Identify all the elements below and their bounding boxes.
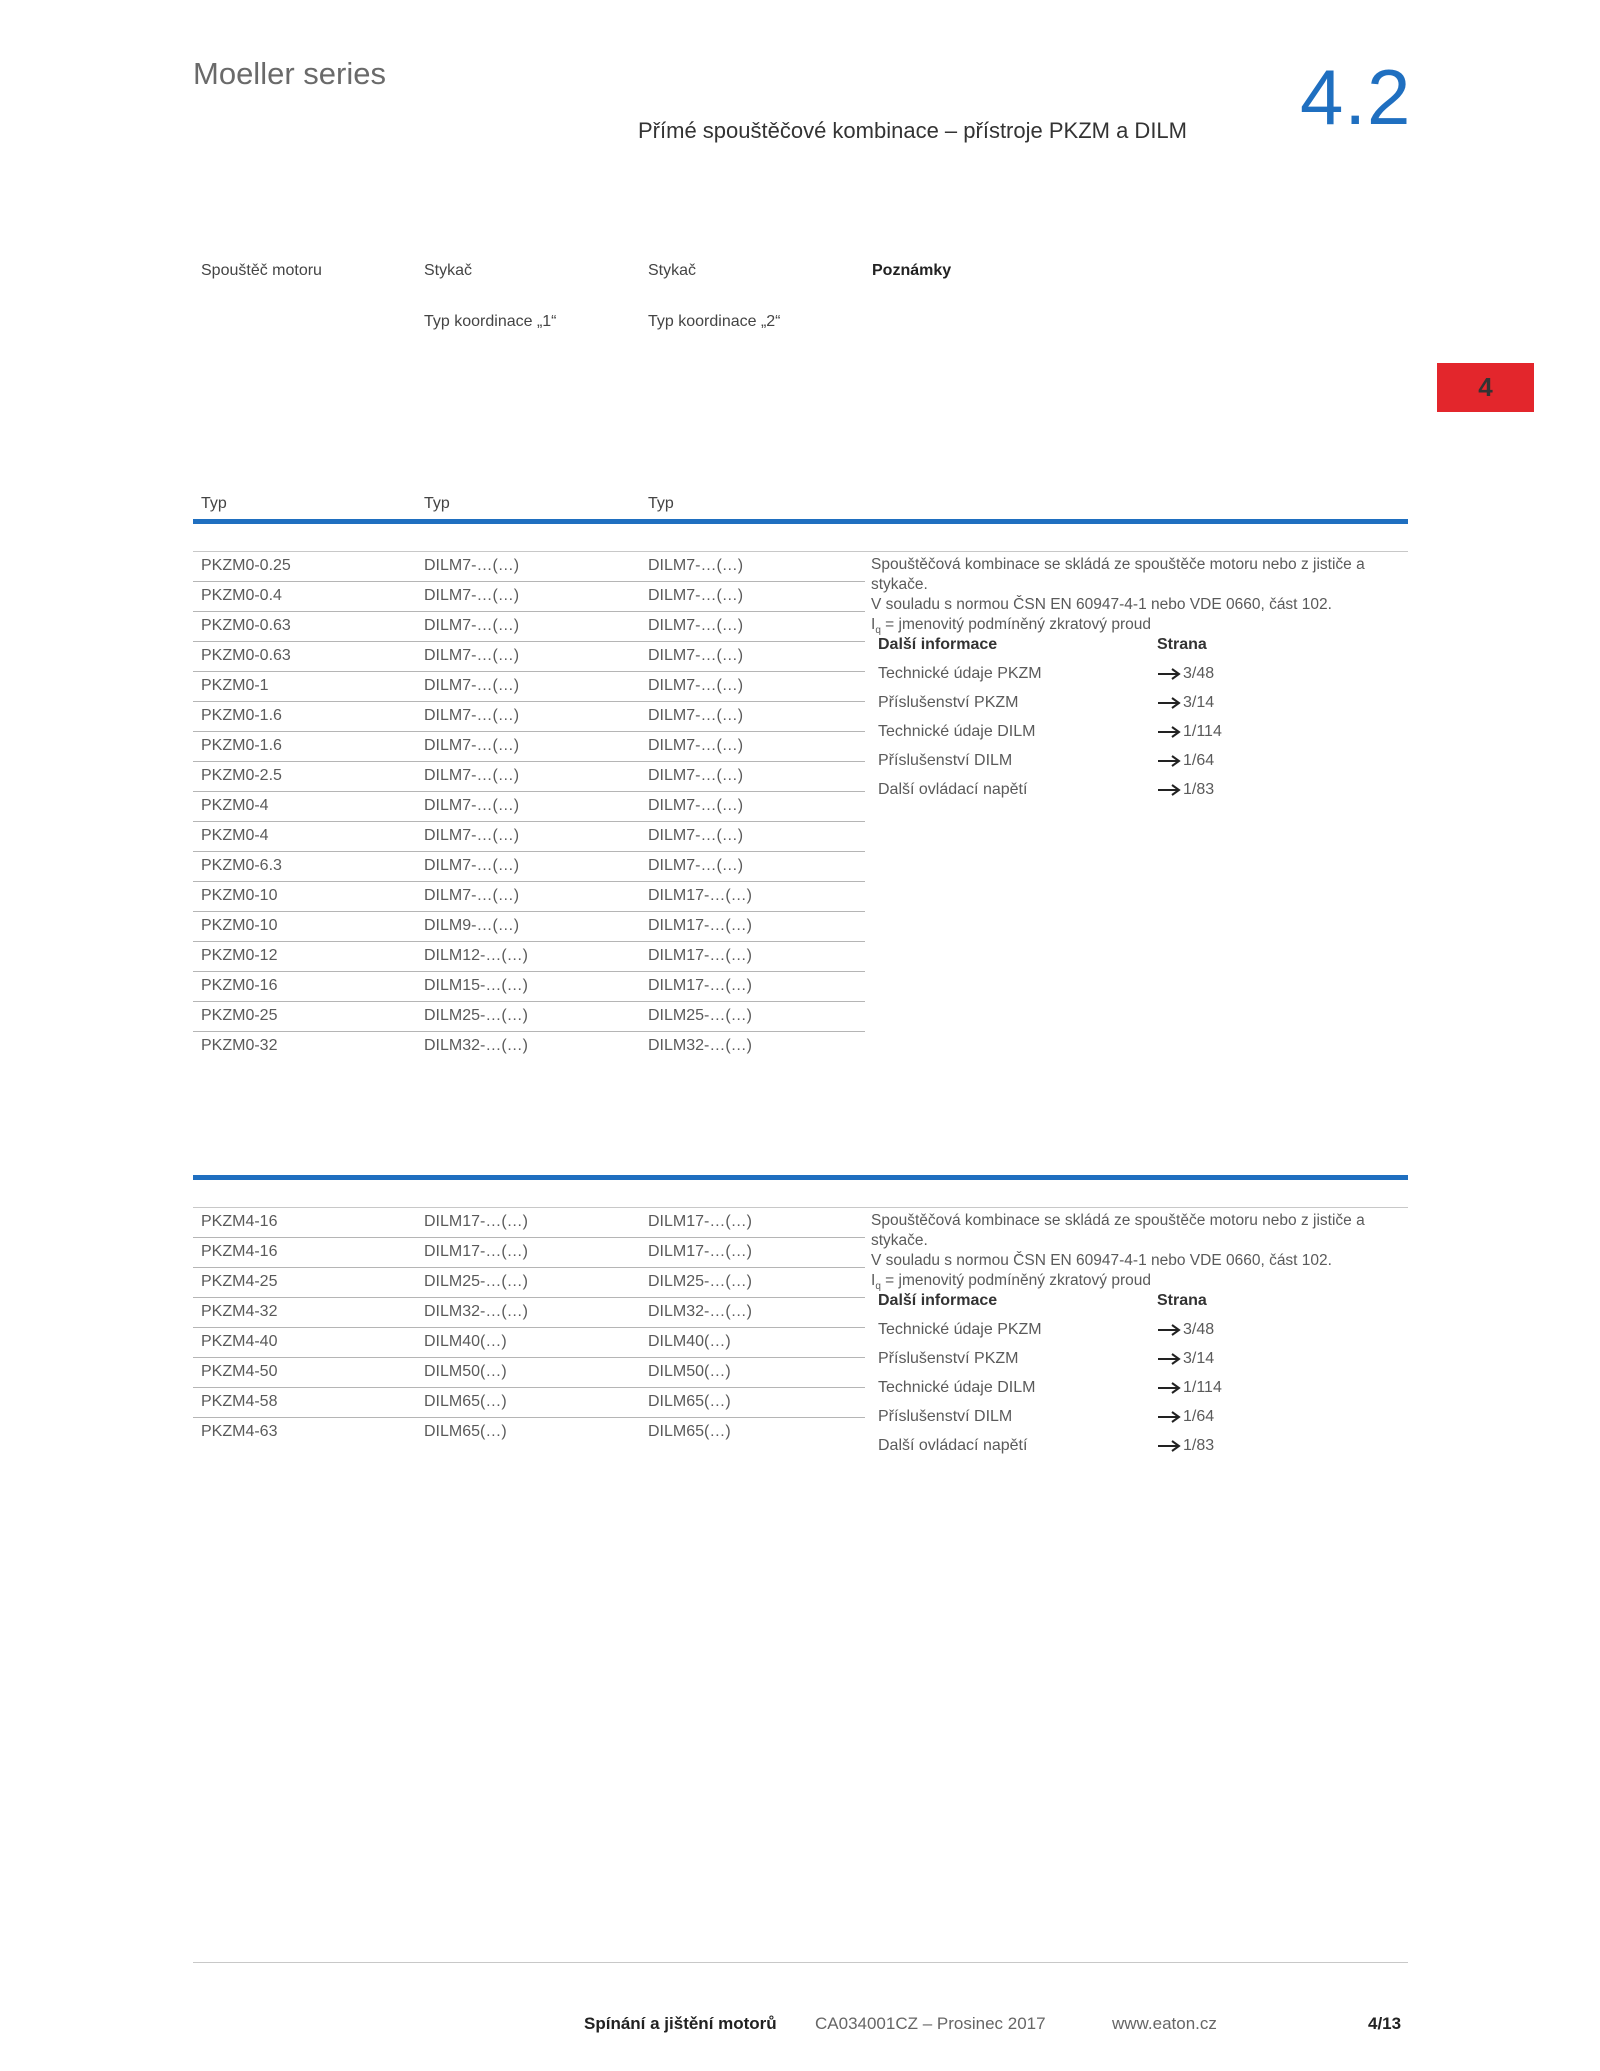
notes-line-2: V souladu s normou ČSN EN 60947-4-1 nebo VDE 0660, část 102. (871, 1252, 1332, 1269)
motor-starter-cell: PKZM4-50 (201, 1363, 278, 1380)
motor-starter-cell: PKZM0-0.63 (201, 617, 291, 634)
table-row (193, 642, 865, 672)
info-label: Další ovládací napětí (878, 1437, 1028, 1454)
info-page-ref[interactable] (1157, 723, 1222, 741)
section-rule-2 (193, 1175, 1408, 1180)
contactor-type2-cell: DILM7-…(…) (648, 587, 744, 604)
arrow-right-icon (1157, 726, 1181, 738)
table-row (193, 852, 865, 882)
table-row (193, 1032, 865, 1061)
info-page: 1/64 (1183, 1408, 1215, 1425)
contactor-type2-cell: DILM7-…(…) (648, 647, 744, 664)
info-row[interactable] (878, 690, 1298, 719)
type-label-3: Typ (648, 495, 674, 512)
contactor-type2-cell: DILM17-…(…) (648, 1243, 753, 1260)
info-page-ref[interactable] (1157, 1321, 1214, 1339)
info-label: Další ovládací napětí (878, 781, 1028, 798)
arrow-right-icon (1157, 697, 1181, 709)
table-row (193, 612, 865, 642)
col-header-contactor-2: Stykač (648, 262, 697, 279)
motor-starter-cell: PKZM0-25 (201, 1007, 278, 1024)
table-row (193, 672, 865, 702)
iq-symbol: I (871, 616, 876, 633)
table-row (193, 582, 865, 612)
info-row[interactable] (878, 1317, 1298, 1346)
notes-line-1: Spouštěčová kombinace se skládá ze spouštěče motoru nebo z jističe a stykače. (871, 1212, 1365, 1249)
page-subtitle: Přímé spouštěčové kombinace – přístroje PKZM a DILM (638, 118, 1187, 143)
contactor-type2-cell: DILM50(…) (648, 1363, 731, 1380)
info-page-ref[interactable] (1157, 1350, 1214, 1368)
info-row[interactable] (878, 1404, 1298, 1433)
table-row (193, 1268, 865, 1298)
contactor-type1-cell: DILM65(…) (424, 1393, 507, 1410)
contactor-type1-cell: DILM7-…(…) (424, 707, 520, 724)
info-page: 1/83 (1183, 1437, 1215, 1454)
info-page-ref[interactable] (1157, 781, 1214, 799)
info-page: 1/83 (1183, 781, 1215, 798)
notes-block-1 (871, 555, 1411, 641)
contactor-type2-cell: DILM17-…(…) (648, 947, 753, 964)
contactor-type1-cell: DILM15-…(…) (424, 977, 529, 994)
info-header-row (878, 1288, 1298, 1317)
contactor-type2-cell: DILM7-…(…) (648, 737, 744, 754)
motor-starter-cell: PKZM0-0.63 (201, 647, 291, 664)
motor-starter-cell: PKZM4-63 (201, 1423, 278, 1440)
contactor-type1-cell: DILM65(…) (424, 1423, 507, 1440)
contactor-type1-cell: DILM50(…) (424, 1363, 507, 1380)
arrow-right-icon (1157, 668, 1181, 680)
arrow-right-icon (1157, 1411, 1181, 1423)
info-label: Příslušenství PKZM (878, 694, 1019, 711)
notes-block-2 (871, 1211, 1411, 1297)
info-header: Další informace (878, 636, 998, 653)
info-label: Příslušenství DILM (878, 752, 1013, 769)
table-row (193, 702, 865, 732)
motor-starter-cell: PKZM0-10 (201, 917, 278, 934)
contactor-type1-cell: DILM7-…(…) (424, 557, 520, 574)
col-header-notes: Poznámky (872, 262, 952, 279)
col-header-motor-starter: Spouštěč motoru (201, 262, 322, 279)
contactor-type2-cell: DILM65(…) (648, 1423, 731, 1440)
page-header: Strana (1157, 1292, 1207, 1309)
info-page: 3/14 (1183, 1350, 1215, 1367)
motor-starter-cell: PKZM4-40 (201, 1333, 278, 1350)
info-label: Technické údaje PKZM (878, 665, 1042, 682)
iq-definition: = jmenovitý podmíněný zkratový proud (880, 616, 1151, 633)
contactor-type2-cell: DILM7-…(…) (648, 617, 744, 634)
contactor-type1-cell: DILM9-…(…) (424, 917, 520, 934)
contactor-type2-cell: DILM40(…) (648, 1333, 731, 1350)
notes-line-2: V souladu s normou ČSN EN 60947-4-1 nebo VDE 0660, část 102. (871, 596, 1332, 613)
info-row[interactable] (878, 748, 1298, 777)
col-header-contactor-1: Stykač (424, 262, 473, 279)
motor-starter-cell: PKZM0-1.6 (201, 737, 282, 754)
contactor-type1-cell: DILM12-…(…) (424, 947, 529, 964)
contactor-type2-cell: DILM17-…(…) (648, 887, 753, 904)
contactor-type2-cell: DILM17-…(…) (648, 917, 753, 934)
motor-starter-cell: PKZM0-4 (201, 797, 269, 814)
table-row (193, 1298, 865, 1328)
footer-title: Spínání a jištění motorů (584, 2014, 777, 2033)
footer-code: CA034001CZ – Prosinec 2017 (815, 2014, 1046, 2033)
contactor-type1-cell: DILM32-…(…) (424, 1303, 529, 1320)
contactor-type1-cell: DILM7-…(…) (424, 797, 520, 814)
table-row (193, 882, 865, 912)
iq-definition: = jmenovitý podmíněný zkratový proud (880, 1272, 1151, 1289)
contactor-type2-cell: DILM7-…(…) (648, 767, 744, 784)
table-row (193, 732, 865, 762)
arrow-right-icon (1157, 1324, 1181, 1336)
contactor-type1-cell: DILM25-…(…) (424, 1007, 529, 1024)
footer-website-link[interactable]: www.eaton.cz (1112, 2014, 1217, 2033)
arrow-right-icon (1157, 1382, 1181, 1394)
contactor-type2-cell: DILM7-…(…) (648, 707, 744, 724)
notes-line-1: Spouštěčová kombinace se skládá ze spouštěče motoru nebo z jističe a stykače. (871, 556, 1365, 593)
footer-page-number: 4/13 (1368, 2014, 1402, 2033)
contactor-type1-cell: DILM7-…(…) (424, 617, 520, 634)
contactor-type2-cell: DILM7-…(…) (648, 677, 744, 694)
info-page: 3/14 (1183, 694, 1215, 711)
contactor-type1-cell: DILM7-…(…) (424, 737, 520, 754)
motor-starter-cell: PKZM4-25 (201, 1273, 278, 1290)
table-row (193, 792, 865, 822)
contactor-type2-cell: DILM17-…(…) (648, 1213, 753, 1230)
table-row (193, 1358, 865, 1388)
info-page: 1/114 (1183, 1379, 1222, 1396)
motor-starter-cell: PKZM0-4 (201, 827, 269, 844)
arrow-right-icon (1157, 784, 1181, 796)
chapter-number: 4.2 (1300, 53, 1412, 141)
contactor-type1-cell: DILM40(…) (424, 1333, 507, 1350)
contactor-type2-cell: DILM65(…) (648, 1393, 731, 1410)
motor-starter-cell: PKZM0-32 (201, 1037, 278, 1054)
contactor-type2-cell: DILM17-…(…) (648, 977, 753, 994)
info-page: 1/114 (1183, 723, 1222, 740)
contactor-type1-cell: DILM32-…(…) (424, 1037, 529, 1054)
info-row[interactable] (878, 719, 1298, 748)
info-label: Technické údaje PKZM (878, 1321, 1042, 1338)
motor-starter-cell: PKZM4-16 (201, 1243, 278, 1260)
contactor-type2-cell: DILM32-…(…) (648, 1303, 753, 1320)
info-row[interactable] (878, 1433, 1298, 1462)
contactor-type1-cell: DILM7-…(…) (424, 677, 520, 694)
motor-starter-cell: PKZM0-1 (201, 677, 269, 694)
chapter-tab[interactable]: 4 (1437, 363, 1534, 412)
type-label-2: Typ (424, 495, 450, 512)
table-row (193, 942, 865, 972)
motor-starter-cell: PKZM4-16 (201, 1213, 278, 1230)
info-page: 3/48 (1183, 665, 1215, 682)
info-label: Technické údaje DILM (878, 1379, 1036, 1396)
motor-starter-cell: PKZM0-16 (201, 977, 278, 994)
info-page-ref[interactable] (1157, 665, 1214, 683)
contactor-type1-cell: DILM7-…(…) (424, 827, 520, 844)
col-subheader-coordination-2: Typ koordinace „2“ (648, 313, 781, 330)
table-pkzm4 (193, 1208, 865, 1447)
iq-subscript: q (875, 1281, 881, 1293)
info-page-ref[interactable] (1157, 694, 1214, 712)
col-subheader-coordination-1: Typ koordinace „1“ (424, 313, 557, 330)
contactor-type1-cell: DILM17-…(…) (424, 1213, 529, 1230)
info-list-1 (878, 632, 1298, 806)
iq-symbol: I (871, 1272, 876, 1289)
info-row[interactable] (878, 1346, 1298, 1375)
section-rule-1 (193, 519, 1408, 524)
info-page-ref[interactable] (1157, 1437, 1214, 1455)
table-pkzm0 (193, 552, 865, 1061)
contactor-type2-cell: DILM25-…(…) (648, 1007, 753, 1024)
contactor-type1-cell: DILM7-…(…) (424, 767, 520, 784)
footer-rule (193, 1962, 1408, 1963)
table-row (193, 972, 865, 1002)
contactor-type2-cell: DILM7-…(…) (648, 857, 744, 874)
info-page-ref[interactable] (1157, 1408, 1214, 1426)
table-row (193, 822, 865, 852)
table-row (193, 1388, 865, 1418)
table-row (193, 912, 865, 942)
info-row[interactable] (878, 661, 1298, 690)
table-row (193, 1328, 865, 1358)
info-page: 1/64 (1183, 752, 1215, 769)
table-row (193, 1002, 865, 1032)
info-label: Příslušenství DILM (878, 1408, 1013, 1425)
motor-starter-cell: PKZM0-6.3 (201, 857, 282, 874)
arrow-right-icon (1157, 1440, 1181, 1452)
info-page: 3/48 (1183, 1321, 1215, 1338)
table-row (193, 1208, 865, 1238)
contactor-type1-cell: DILM7-…(…) (424, 647, 520, 664)
table-row (193, 762, 865, 792)
type-label-1: Typ (201, 495, 227, 512)
contactor-type2-cell: DILM7-…(…) (648, 557, 744, 574)
arrow-right-icon (1157, 1353, 1181, 1365)
contactor-type1-cell: DILM7-…(…) (424, 587, 520, 604)
contactor-type1-cell: DILM25-…(…) (424, 1273, 529, 1290)
motor-starter-cell: PKZM4-32 (201, 1303, 278, 1320)
arrow-right-icon (1157, 755, 1181, 767)
table-row (193, 1238, 865, 1268)
motor-starter-cell: PKZM0-2.5 (201, 767, 282, 784)
contactor-type1-cell: DILM17-…(…) (424, 1243, 529, 1260)
motor-starter-cell: PKZM0-1.6 (201, 707, 282, 724)
contactor-type1-cell: DILM7-…(…) (424, 887, 520, 904)
info-header-row (878, 632, 1298, 661)
table-row (193, 552, 865, 582)
motor-starter-cell: PKZM0-0.25 (201, 557, 291, 574)
motor-starter-cell: PKZM0-0.4 (201, 587, 282, 604)
page-header: Strana (1157, 636, 1207, 653)
info-label: Technické údaje DILM (878, 723, 1036, 740)
table-row (193, 1418, 865, 1447)
contactor-type1-cell: DILM7-…(…) (424, 857, 520, 874)
contactor-type2-cell: DILM7-…(…) (648, 827, 744, 844)
info-label: Příslušenství PKZM (878, 1350, 1019, 1367)
info-page-ref[interactable] (1157, 1379, 1222, 1397)
iq-subscript: q (875, 625, 881, 637)
series-title: Moeller series (193, 56, 386, 91)
info-row[interactable] (878, 777, 1298, 806)
motor-starter-cell: PKZM0-12 (201, 947, 278, 964)
contactor-type2-cell: DILM32-…(…) (648, 1037, 753, 1054)
info-page-ref[interactable] (1157, 752, 1214, 770)
info-list-2 (878, 1288, 1298, 1462)
motor-starter-cell: PKZM0-10 (201, 887, 278, 904)
motor-starter-cell: PKZM4-58 (201, 1393, 278, 1410)
contactor-type2-cell: DILM7-…(…) (648, 797, 744, 814)
contactor-type2-cell: DILM25-…(…) (648, 1273, 753, 1290)
info-row[interactable] (878, 1375, 1298, 1404)
info-header: Další informace (878, 1292, 998, 1309)
